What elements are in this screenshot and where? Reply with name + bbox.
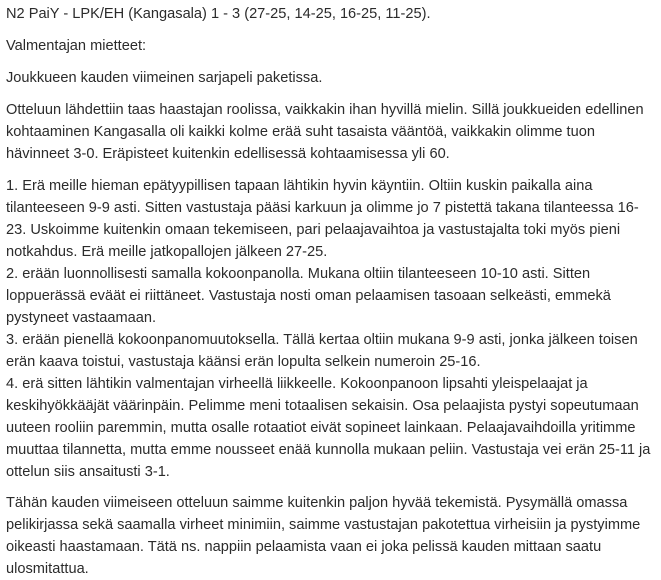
set-1-summary: 1. Erä meille hieman epätyypillisen tapaan lähtikin hyvin käyntiin. Oltiin kuskin paikalla aina tilanteeseen 9-9 asti. Sitten vastustaja pääsi karkuun ja olimme jo 7 pistettä takana tilanteessa 16-23. Uskoimme kuitenkin omaan tekemiseen, pari pelaajavaihtoa ja vastustajalta toki myös pieni notkahdus. Erä meille jatkopallojen jälkeen 27-25. — [6, 178, 639, 260]
background-paragraph: Otteluun lähdettiin taas haastajan roolissa, vaikkakin ihan hyvillä mielin. Sillä joukkueiden edellinen kohtaaminen Kangasalla oli kaikki kolme erää suht tasaista vääntöä, vaikkakin olimme tuon hävinneet 3-0. Eräpisteet kuitenkin edellisessä kohtaamisessa yli 60. — [6, 102, 644, 162]
sets-summary — [6, 175, 655, 483]
intro-paragraph: Joukkueen kauden viimeinen sarjapeli paketissa. — [6, 70, 323, 86]
set-2-summary: 2. erään luonnollisesti samalla kokoonpanolla. Mukana oltiin tilanteeseen 10-10 asti. Sitten loppuerässä eväät ei riittäneet. Vastustaja nosti oman pelaamisen tasoaan selkeästi, emmekä pystyneet vastaamaan. — [6, 266, 611, 326]
coach-thoughts-heading: Valmentajan mietteet: — [6, 38, 147, 54]
set-4-summary: 4. erä sitten lähtikin valmentajan virheellä liikkeelle. Kokoonpanoon lipsahti yleispelaajat ja keskihyökkääjät väärinpäin. Pelimme meni totaalisen sekaisin. Osa pelaajista pystyi sopeutumaan uuteen rooliin paremmin, mutta osalle rotaatiot eivät sopineet lainkaan. Pelaajavaihdoilla yritimme muuttaa tilannetta, mutta emme nousseet enää kunnolla mukaan peliin. Vastustaja vei erän 25-11 ja ottelun siis ansaitusti 3-1. — [6, 376, 651, 480]
match-result-title: N2 PaiY - LPK/EH (Kangasala) 1 - 3 (27-25, 14-25, 16-25, 11-25). — [6, 6, 431, 22]
set-3-summary: 3. erään pienellä kokoonpanomuutoksella. Tällä kertaa oltiin mukana 9-9 asti, jonka jälkeen toisen erän kaava toistui, vastustaja käänsi erän lopulta selkein numeroin 25-16. — [6, 332, 638, 370]
closing-paragraph: Tähän kauden viimeiseen otteluun saimme kuitenkin paljon hyvää tekemistä. Pysymällä omassa pelikirjassa sekä saamalla virheet minimiin, saimme vastustajan pakotettua virheisiin ja pystyimme oikeasti haastamaan. Tätä ns. nappiin pelaamista vaan ei joka pelissä kauden mittaan saatu ulosmitattua. — [6, 495, 641, 577]
